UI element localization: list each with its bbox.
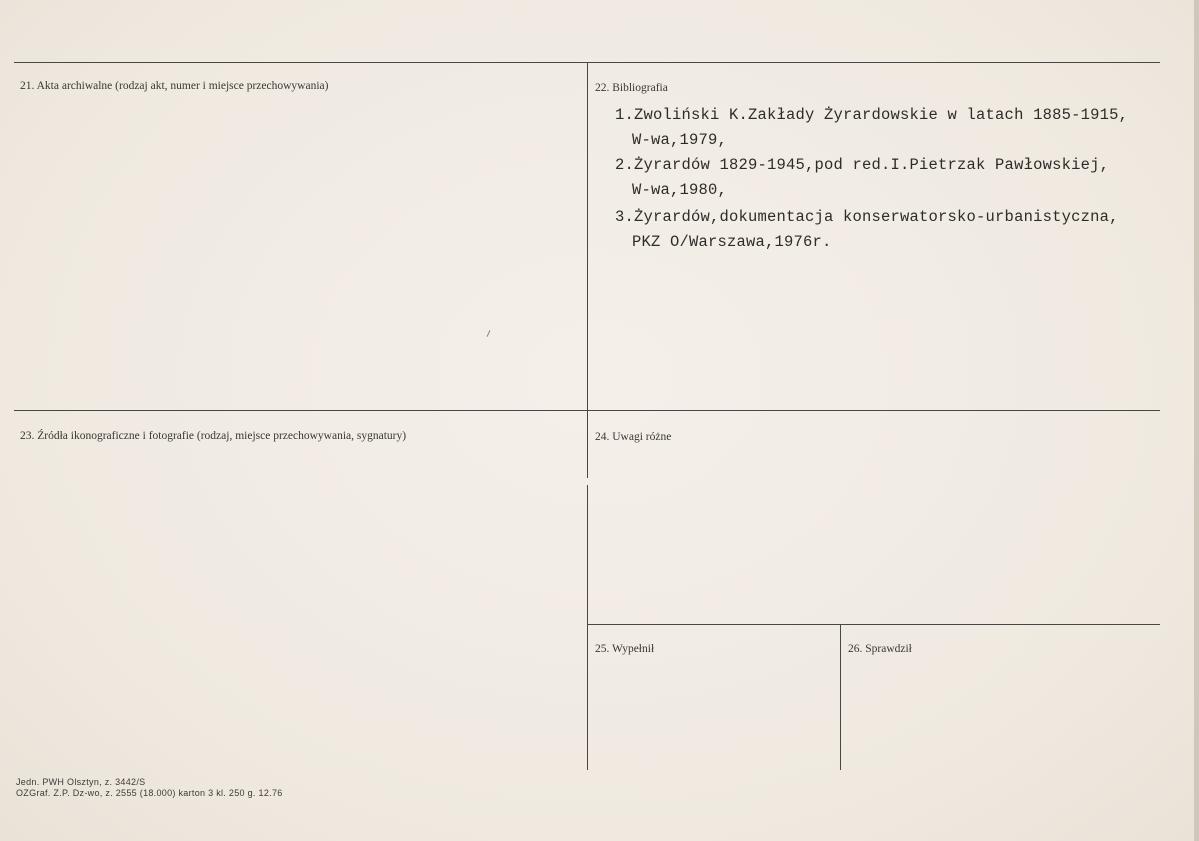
field-23-label: 23. Źródła ikonograficzne i fotografie (rodzaj, miejsce przechowywania, sygnatury) [20,430,407,442]
signature-column-divider [840,624,841,770]
bibliography-line: 3.Żyrardów,dokumentacja konserwatorsko-urbanistyczna, [615,208,1119,226]
signature-divider [588,624,1160,625]
column-divider-lower-b [587,485,588,770]
bibliography-line: PKZ O/Warszawa,1976r. [632,233,832,251]
field-25-label: 25. Wypełnił [595,643,655,655]
printer-footer-line-1: Jedn. PWH Olsztyn, z. 3442/S [16,777,146,787]
field-22-label: 22. Bibliografia [595,82,668,94]
column-divider-lower-a [587,410,588,478]
column-divider-upper [587,62,588,410]
bibliography-line: 2.Żyrardów 1829-1945,pod red.I.Pietrzak Pawłowskiej, [615,156,1110,174]
field-24-label: 24. Uwagi różne [595,431,672,443]
card-edge-shadow [1194,0,1199,841]
bibliography-line: W-wa,1979, [632,131,728,149]
bibliography-line: W-wa,1980, [632,181,728,199]
field-21-label: 21. Akta archiwalne (rodzaj akt, numer i miejsce przechowywania) [20,80,329,92]
bibliography-line: 1.Zwoliński K.Zakłady Żyrardowskie w latach 1885-1915, [615,106,1129,124]
paper-speck [487,330,491,337]
field-26-label: 26. Sprawdził [848,643,912,655]
printer-footer-line-2: OZGraf. Z.P. Dz-wo, z. 2555 (18.000) karton 3 kl. 250 g. 12.76 [16,788,283,798]
